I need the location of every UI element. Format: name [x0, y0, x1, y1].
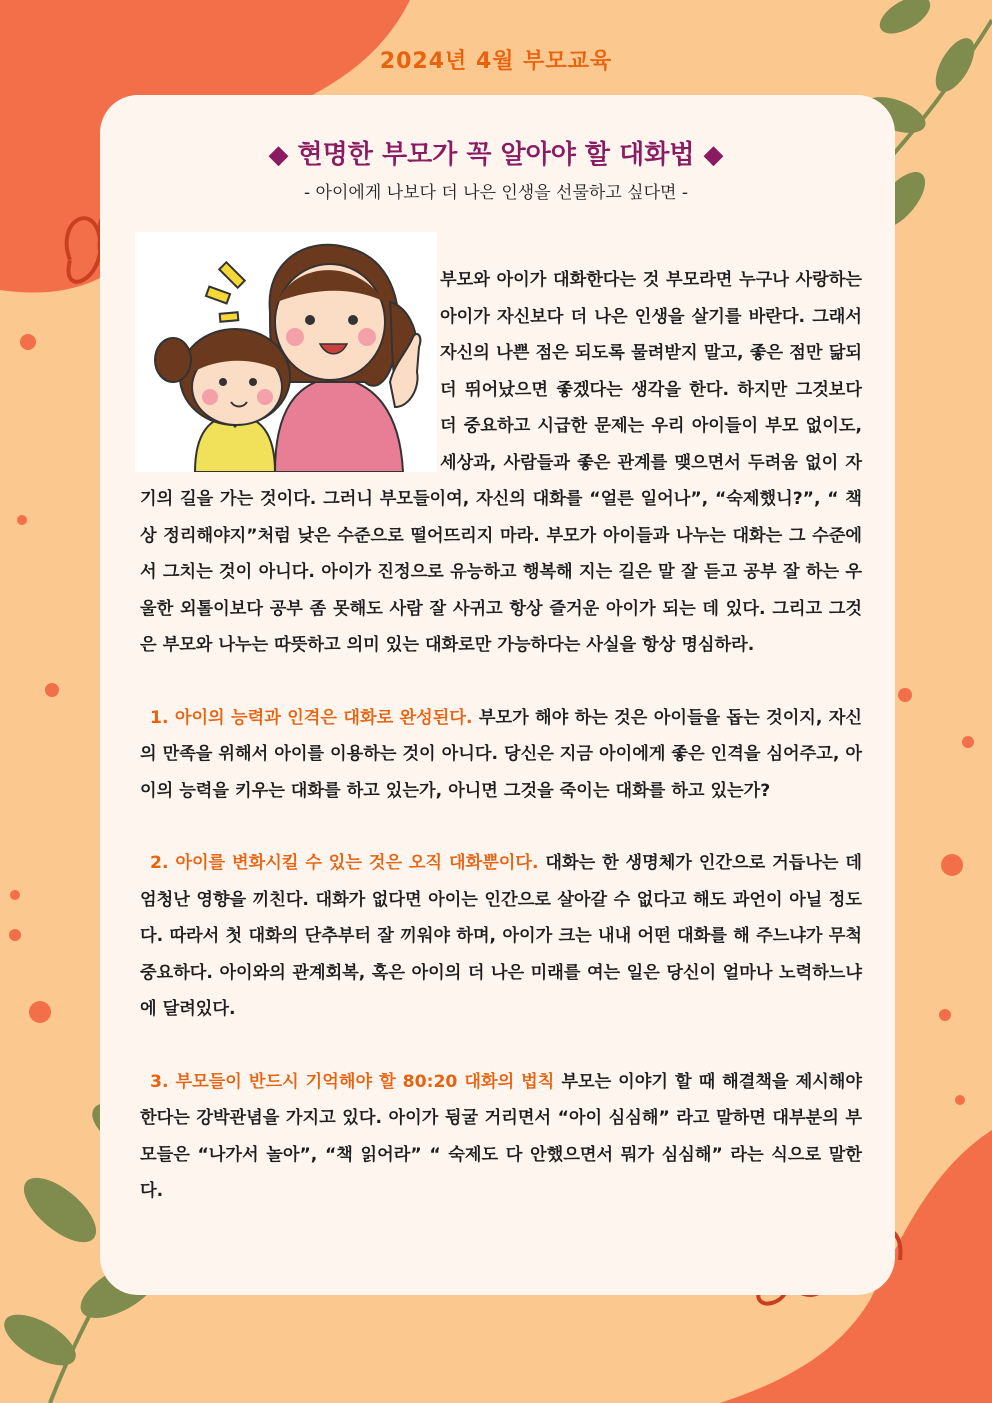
header-title: 2024년 4월 부모교육 — [379, 49, 613, 74]
article-body — [140, 262, 862, 1210]
section-2-heading: 2. 아이를 변화시킬 수 있는 것은 오직 대화뿐이다. — [150, 853, 539, 873]
section-3-heading: 3. 부모들이 반드시 기억해야 할 80:20 대화의 법칙 — [150, 1071, 555, 1092]
intro-paragraph: 부모와 아이가 대화한다는 것 부모라면 누구나 사랑하는 아이가 자신보다 더 나은 인생을 살기를 바란다. 그래서 자신의 나쁜 점은 되도록 물려받지 말고, 좋은 점만 닮되 더 뛰어났으면 좋겠다는 생각을 한다. 하지만 그것보다 더 중요하고 시급한 문제는 우리 아이들이 부모 없이도, 세상과, 사람들과 좋은 관계를 맺으면서 두려움 없이 자기의 길을 가는 것이다. 그러니 부모들이여, 자신의 대화를 “얼른 일어나”, “숙제했니?”, “ 책상 정리해야지”처럼 낮은 수준으로 떨어뜨리지 마라. 부모가 아이들과 나누는 대화는 그 수준에서 그치는 것이 아니다. 아이가 진정으로 유능하고 행복해 지는 길은 말 잘 듣고 공부 잘 하는 우울한 외톨이보다 공부 좀 못해도 사람 잘 사귀고 항상 즐거운 아이가 되는 데 있다. 그리고 그것은 부모와 나누는 따뜻하고 의미 있는 대화로만 가능하다는 사실을 항상 명심하라. — [140, 270, 862, 655]
image-float-spacer — [140, 262, 440, 468]
article-subtitle: - 아이에게 나보다 더 나은 인생을 선물하고 싶다면 - — [304, 183, 688, 203]
section-3-body: 부모는 이야기 할 때 해결책을 제시해야 한다는 강박관념을 가지고 있다. 아이가 뒹굴 거리면서 “아이 심심해” 라고 말하면 대부분의 부모들은 “나가서 놀아”, “책 읽어라” “ 숙제도 다 안했으면서 뭐가 심심해” 라는 식으로 말한다. — [140, 1071, 862, 1201]
section-1 — [140, 700, 862, 810]
section-2 — [140, 845, 862, 1028]
section-1-body: 부모가 해야 하는 것은 아이들을 돕는 것이지, 자신의 만족을 위해서 아이를 이용하는 것이 아니다. 당신은 지금 아이에게 좋은 인격을 심어주고, 아이의 능력을 키우는 대화를 하고 있는가, 아니면 그것을 죽이는 대화를 하고 있는가? — [140, 707, 863, 801]
section-1-heading: 1. 아이의 능력과 인격은 대화로 완성된다. — [150, 707, 473, 728]
article-title: ◆ 현명한 부모가 꼭 알아야 할 대화법 ◆ — [268, 140, 724, 170]
section-2-body: 대화는 한 생명체가 인간으로 거듭나는 데 엄청난 영향을 끼친다. 대화가 없다면 아이는 인간으로 살아갈 수 없다고 해도 과언이 아닐 정도다. 따라서 첫 대화의 단추부터 잘 끼워야 하며, 아이가 크는 내내 어떤 대화를 해 주느냐가 무척 중요하다. 아이와의 관계회복, 혹은 아이의 더 나은 미래를 여는 일은 당신이 얼마나 노력하느냐에 달려있다. — [140, 853, 862, 1019]
section-3 — [140, 1064, 862, 1210]
